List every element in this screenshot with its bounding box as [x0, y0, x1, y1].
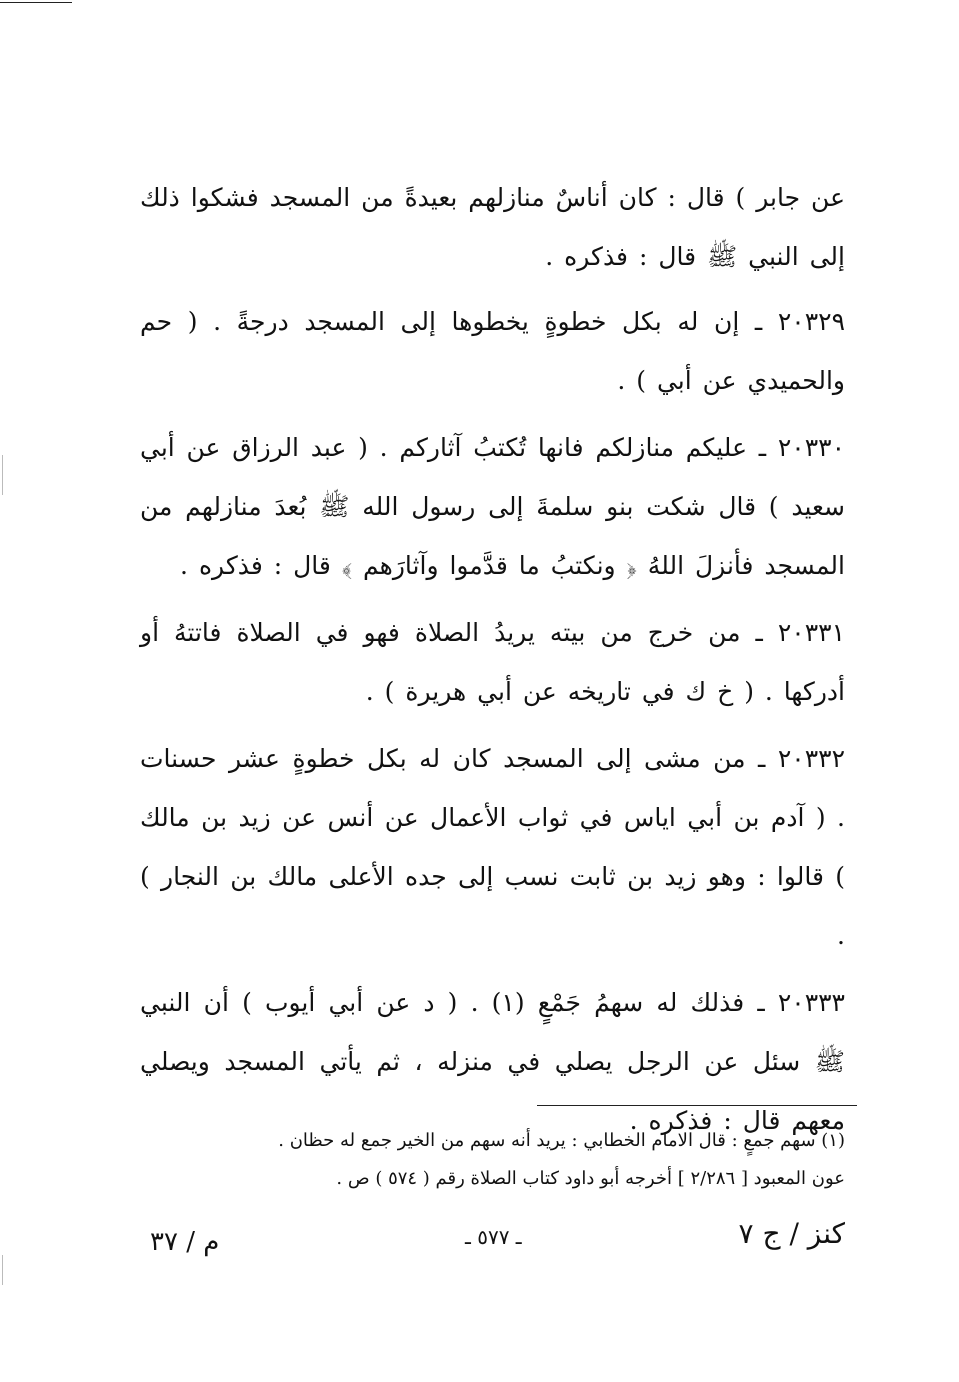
hadith-20330: ٢٠٣٣٠ ـ عليكم منازلكم فانها تُكتبُ آثاركم . ( عبد الرزاق عن أبي سعيد ) قال شكت بنو سلمةَ إلى رسول الله ﷺ بُعدَ منازلهم من المسجد فأنزلَ اللهُ ﴿ ونكتبُ ما قدَّموا وآثارَهم ﴾ قال : فذكره . — [140, 433, 845, 580]
corner-rule — [0, 2, 72, 3]
paragraph: عن جابر ) قال : كان أناسٌ منازلهم بعيدةً من المسجد فشكوا ذلك إلى النبي ﷺ قال : فذكره . — [140, 183, 845, 271]
footnotes — [140, 1122, 845, 1198]
page-footer — [140, 1215, 845, 1265]
scan-edge-mark — [2, 455, 3, 495]
footnote-reference: عون المعبود [ ٢/٢٨٦ ] أخرجه أبو داود كتاب الصلاة رقم ( ٥٧٤ ) ص . — [336, 1168, 845, 1189]
signature-mark: م / ٣٧ — [150, 1227, 220, 1257]
footnote-1: (١) سهم جمعٍ : قال الامام الخطابي : يريد أنه سهم من الخير جمع له حظان . — [278, 1130, 845, 1151]
volume-label: كنز / ج ٧ — [738, 1217, 845, 1250]
scan-edge-mark — [2, 1255, 3, 1285]
main-text — [140, 168, 845, 1158]
hadith-20331: ٢٠٣٣١ ـ من خرج من بيته يريدُ الصلاة فهو في الصلاة فاتتهُ أو أدركها . ( خ ك في تاريخه عن أبي هريرة ) . — [140, 618, 845, 706]
hadith-20332: ٢٠٣٣٢ ـ من مشى إلى المسجد كان له بكل خطوةٍ عشر حسنات . ( آدم بن أبي اياس في ثواب الأعمال عن أنس عن زيد بن مالك ) قالوا : وهو زيد بن ثابت نسب إلى جده الأعلى مالك بن النجار ) . — [140, 744, 845, 950]
hadith-20333: ٢٠٣٣٣ ـ فذلك له سهمُ جَمْعٍ (١) . ( د عن أبي أيوب ) أن النبي ﷺ سئل عن الرجل يصلي في منزله ، ثم يأتي المسجد ويصلي معهم قال : فذكره . — [140, 988, 845, 1135]
footnote-divider — [537, 1105, 857, 1106]
page-number: ـ ٥٧٧ ـ — [465, 1225, 522, 1249]
hadith-20329: ٢٠٣٢٩ ـ إن له بكل خطوةٍ يخطوها إلى المسجد درجةً . ( حم والحميدي عن أبي ) . — [140, 307, 845, 395]
